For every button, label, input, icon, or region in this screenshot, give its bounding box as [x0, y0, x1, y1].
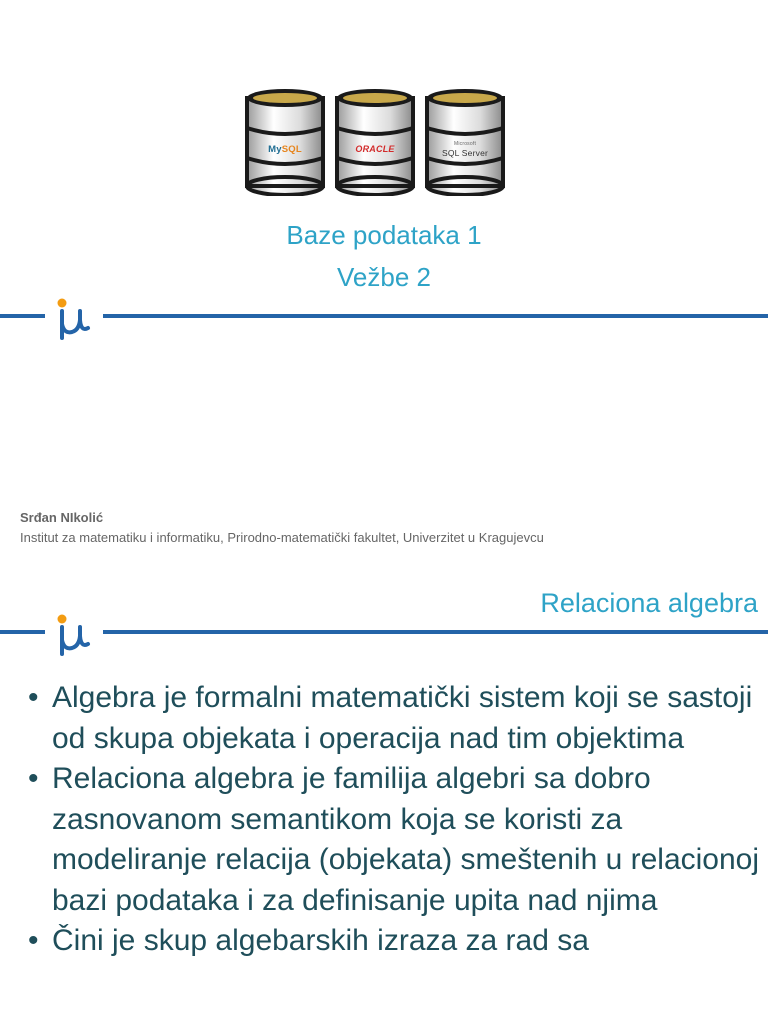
oracle-label: ORACLE — [355, 144, 395, 154]
sqlserver-label — [425, 140, 505, 158]
database-logos — [245, 88, 507, 198]
mysql-label-sql: SQL — [281, 144, 302, 155]
divider-right — [103, 314, 768, 318]
divider-left — [0, 630, 45, 634]
list-item — [28, 678, 763, 759]
content-slide — [0, 572, 768, 1024]
list-item — [28, 759, 763, 921]
author-name: Srđan NIkolić — [20, 510, 104, 525]
sqlserver-database-icon — [425, 88, 505, 196]
mu-logo-icon — [52, 610, 96, 658]
oracle-database-icon — [335, 88, 415, 196]
mu-logo-icon — [52, 294, 96, 342]
bullet-text: Čini je skup algebarskih izraza za rad sa — [52, 924, 589, 957]
divider-left — [0, 314, 45, 318]
sqlserver-maker: Microsoft — [453, 141, 477, 147]
institute-name: Institut za matematiku i informatiku, Prirodno-matematički fakultet, Univerzitet u Kragujevcu — [20, 530, 544, 545]
exercise-title: Vežbe 2 — [337, 262, 431, 292]
sqlserver-name: SQL Server — [441, 148, 489, 158]
list-item — [28, 921, 763, 962]
bullet-icon: • — [28, 924, 39, 957]
bullet-text: Algebra je formalni matematički sistem koji se sastoji od skupa objekata i operacija nad tim objektima — [52, 681, 753, 755]
course-title: Baze podataka 1 — [286, 220, 482, 250]
mysql-label: MySQL — [268, 144, 302, 155]
mysql-database-icon — [245, 88, 325, 196]
bullet-icon: • — [28, 681, 39, 714]
slide-title: Relaciona algebra — [540, 588, 758, 618]
bullet-icon: • — [28, 762, 39, 795]
bullet-text: Relaciona algebra je familija algebri sa dobro zasnovanom semantikom koja se koristi za modeliranje relacija (objekata) smeštenih u relacionoj bazi podataka i za definisanje upita nad njima — [52, 762, 760, 917]
bullet-list — [28, 678, 763, 962]
divider-right — [103, 630, 768, 634]
